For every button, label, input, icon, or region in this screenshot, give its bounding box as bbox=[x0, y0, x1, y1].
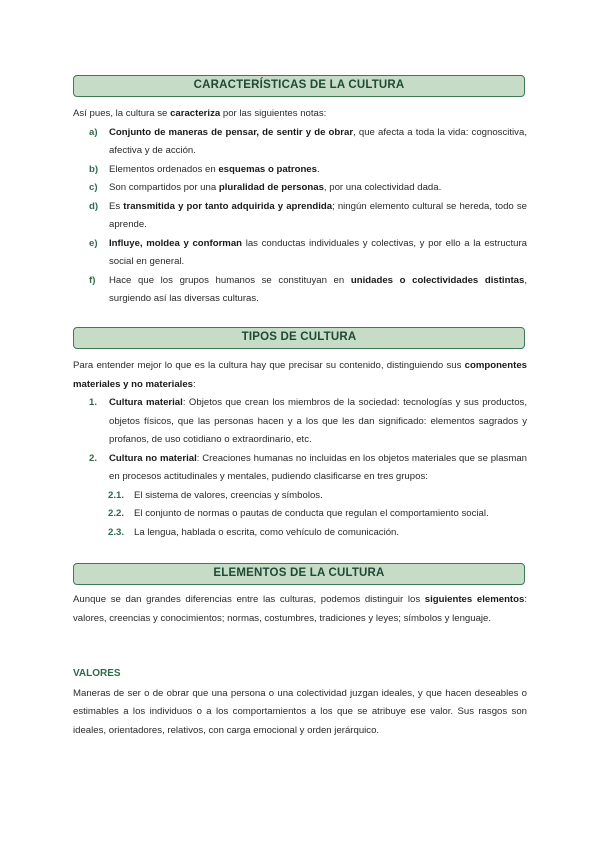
valores-heading: VALORES bbox=[73, 668, 121, 679]
list-item: e) Influye, moldea y conforman las conductas individuales y colectivas, y por ello a la estructura social en general. bbox=[89, 237, 528, 267]
tipos-content bbox=[73, 357, 527, 542]
section-banner-elementos: ELEMENTOS DE LA CULTURA bbox=[73, 563, 525, 585]
valores-content bbox=[73, 665, 527, 740]
list-item: 1. Cultura material: Objetos que crean los miembros de la sociedad: tecnologías y sus productos, objetos físicos, que las personas hacen y a los que les dan significado: elementos sagrados y profanos, de uso cotidiano o extraordinario, etc. bbox=[89, 397, 527, 445]
list-item: c) Son compartidos por una pluralidad de personas, por una colectividad dada. bbox=[89, 182, 442, 193]
sub-list-item: 2.3. La lengua, hablada o escrita, como vehículo de comunicación. bbox=[108, 526, 400, 538]
section-banner-tipos: TIPOS DE CULTURA bbox=[73, 327, 525, 349]
valores-text: Maneras de ser o de obrar que una persona o una colectividad juzgan ideales, y que hacen deseables o estimables a los individuos o a los comportamientos a los que se atribuye ese valor. Sus rasgos son ideales, orientadores, relativos, con carga emocional y orden jerárquico. bbox=[73, 687, 527, 736]
tipos-list bbox=[73, 394, 527, 542]
section-banner-caracteristicas: CARACTERÍSTICAS DE LA CULTURA bbox=[73, 75, 525, 97]
caracteristicas-content bbox=[73, 105, 527, 309]
list-item: d) Es transmitida y por tanto adquirida y aprendida; ningún elemento cultural se hereda, todo se aprende. bbox=[89, 200, 527, 230]
list-item: 2. Cultura no material: Creaciones humanas no incluidas en los objetos materiales que se plasman en procesos actitudinales y mentales, pudiendo clasificarse en tres grupos: bbox=[89, 452, 527, 482]
caracteristicas-intro: Así pues, la cultura se caracteriza por las siguientes notas: bbox=[73, 108, 327, 119]
list-item: b) Elementos ordenados en esquemas o patrones. bbox=[89, 163, 320, 175]
list-item: a) Conjunto de maneras de pensar, de sentir y de obrar, que afecta a toda la vida: cognoscitiva, afectiva y de acción. bbox=[89, 126, 527, 156]
list-item: f) Hace que los grupos humanos se constituyan en unidades o colectividades distintas, surgiendo así las diversas culturas. bbox=[89, 274, 527, 304]
tipos-intro: Para entender mejor lo que es la cultura hay que precisar su contenido, distinguiendo sus componentes materiales y no materiales: bbox=[73, 360, 527, 390]
elementos-content bbox=[73, 591, 527, 628]
sub-list-item: 2.2. El conjunto de normas o pautas de conducta que regulan el comportamiento social. bbox=[108, 508, 489, 519]
caracteristicas-list bbox=[73, 124, 527, 309]
elementos-intro: Aunque se dan grandes diferencias entre las culturas, podemos distinguir los siguientes elementos: valores, creencias y conocimientos; normas, costumbres, tradiciones y leyes; símbolos y lenguaje. bbox=[73, 594, 527, 624]
sub-list-item: 2.1. El sistema de valores, creencias y símbolos. bbox=[108, 489, 323, 501]
